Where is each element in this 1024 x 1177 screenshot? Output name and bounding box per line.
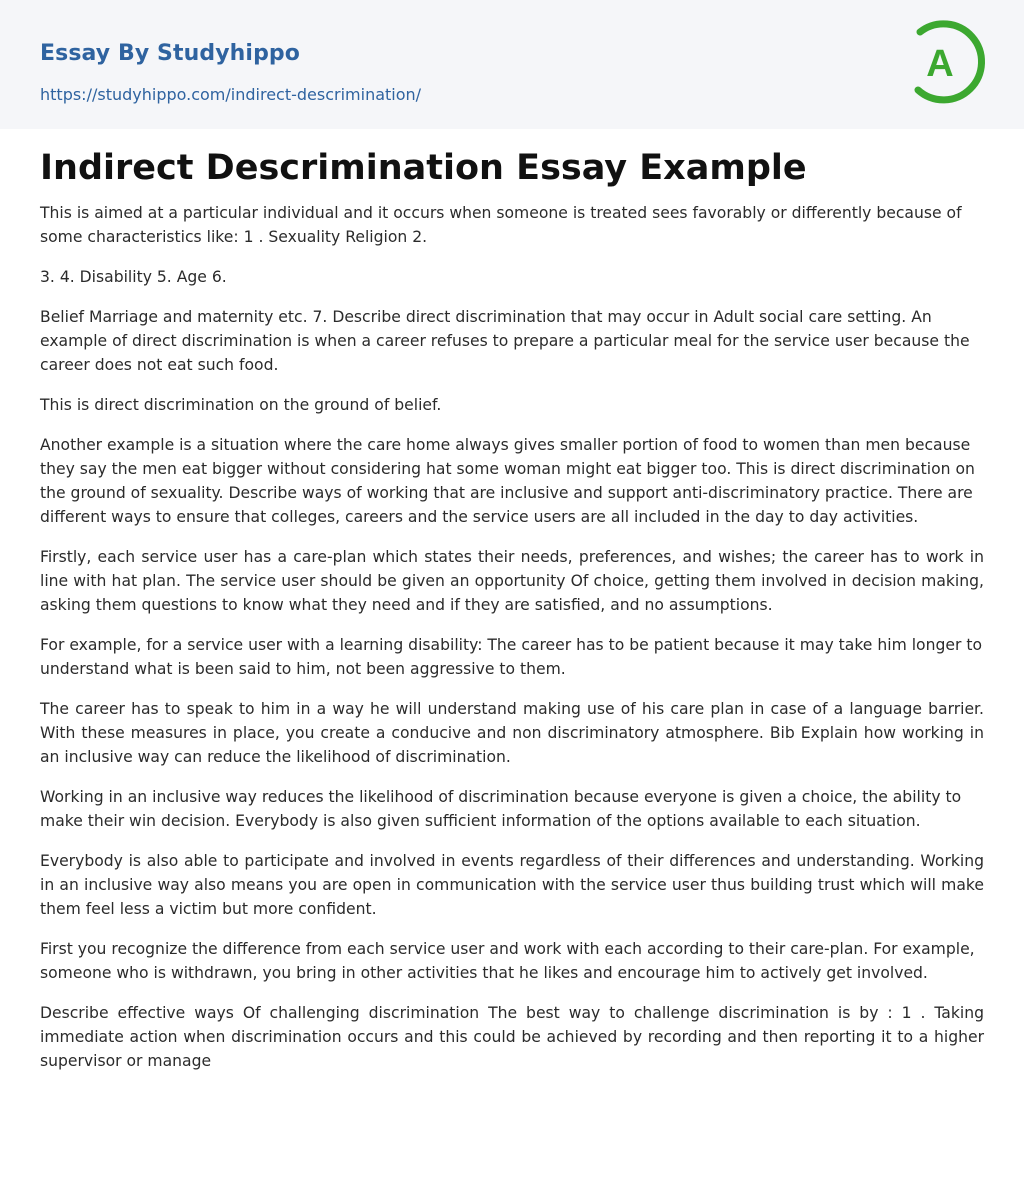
studyhippo-logo-icon[interactable] <box>910 18 988 106</box>
site-name[interactable]: Essay By Studyhippo <box>40 41 300 66</box>
page-url-link[interactable]: https://studyhippo.com/indirect-descrimination/ <box>40 85 422 104</box>
essay-paragraph: Working in an inclusive way reduces the likelihood of discrimination because everyone is given a choice, the ability to make their win decision. Everybody is also given sufficient information of the options available to each situation. <box>40 788 962 830</box>
essay-paragraph: First you recognize the difference from each service user and work with each according to their care-plan. For example, someone who is withdrawn, you bring in other activities that he likes and encourage him to actively get involved. <box>40 940 975 982</box>
essay-paragraph: Describe effective ways Of challenging discrimination The best way to challenge discrimination is by : 1 . Taking immediate action when discrimination occurs and this could be achieved by recording and then reporting it to a higher supervisor or manage <box>40 1004 984 1070</box>
page-title: Indirect Descrimination Essay Example <box>40 148 807 188</box>
essay-paragraph: This is aimed at a particular individual and it occurs when someone is treated sees favorably or differently because of some characteristics like: 1 . Sexuality Religion 2. <box>40 204 962 246</box>
essay-paragraph: Firstly, each service user has a care-plan which states their needs, preferences, and wishes; the career has to work in line with hat plan. The service user should be given an opportunity Of choice, getting them involved in decision making, asking them questions to know what they need and if they are satisfied, and no assumptions. <box>40 548 984 614</box>
essay-paragraph: For example, for a service user with a learning disability: The career has to be patient because it may take him longer to understand what is been said to him, not been aggressive to them. <box>40 636 982 678</box>
essay-paragraph: This is direct discrimination on the ground of belief. <box>40 396 442 414</box>
essay-paragraph: Everybody is also able to participate and involved in events regardless of their differences and understanding. Working in an inclusive way also means you are open in communication with the service user thus building trust which will make them feel less a victim but more confident. <box>40 852 984 918</box>
essay-paragraph: The career has to speak to him in a way he will understand making use of his care plan in case of a language barrier. With these measures in place, you create a conducive and non discriminatory atmosphere. Bib Explain how working in an inclusive way can reduce the likelihood of discrimination. <box>40 700 984 766</box>
logo-letter: A <box>926 43 954 85</box>
essay-paragraph: 3. 4. Disability 5. Age 6. <box>40 268 227 286</box>
essay-paragraph: Another example is a situation where the care home always gives smaller portion of food to women than men because they say the men eat bigger without considering hat some woman might eat bigger too. This is direct discrimination on the ground of sexuality. Describe ways of working that are inclusive and support anti-discriminatory practice. There are different ways to ensure that colleges, careers and the service users are all included in the day to day activities. <box>40 436 975 526</box>
essay-paragraph: Belief Marriage and maternity etc. 7. Describe direct discrimination that may occur in Adult social care setting. An example of direct discrimination is when a career refuses to prepare a particular meal for the service user because the career does not eat such food. <box>40 308 970 374</box>
essay-body <box>40 201 984 1089</box>
